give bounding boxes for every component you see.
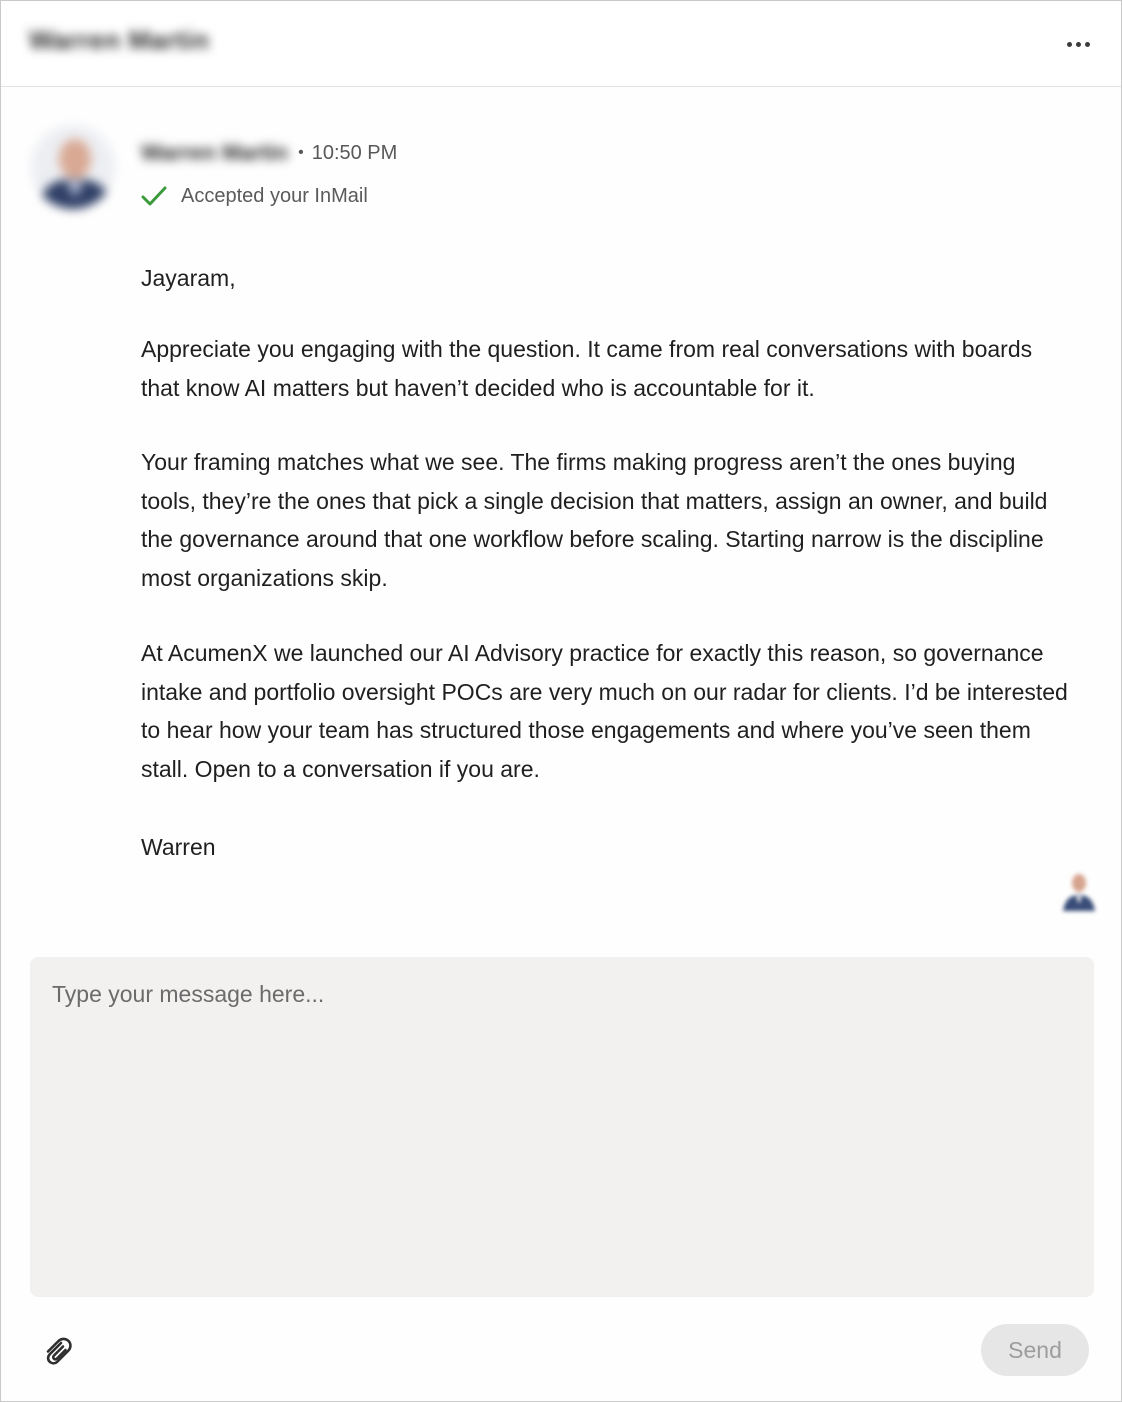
sender-avatar[interactable] (31, 125, 115, 209)
attach-button[interactable] (39, 1333, 75, 1369)
checkmark-icon (141, 185, 167, 207)
inmail-status-text: Accepted your InMail (181, 184, 368, 207)
message-meta (141, 139, 397, 167)
more-options-button[interactable] (1059, 27, 1097, 61)
read-receipt-avatar (1061, 871, 1097, 911)
message-input[interactable] (30, 957, 1094, 1297)
paperclip-icon (39, 1333, 75, 1369)
message-paragraph-3: At AcumenX we launched our AI Advisory practice for exactly this reason, so governance intake and portfolio oversight POCs are very much on our radar for clients. I’d be interested to hear how your team has structured those engagements and where you’ve seen them stall. Open to a conversation if you are. (141, 640, 1068, 782)
conversation-title[interactable]: Warren Martin (29, 25, 210, 55)
meta-separator: • (298, 144, 304, 161)
send-button[interactable]: Send (981, 1324, 1089, 1376)
more-horizontal-icon (1067, 42, 1072, 47)
message-signoff: Warren (141, 834, 216, 860)
message-timestamp: 10:50 PM (311, 141, 398, 164)
message-paragraph-2: Your framing matches what we see. The firms making progress aren’t the ones buying tools, they’re the ones that pick a single decision that matters, assign an owner, and build the governance around that one workflow before scaling. Starting narrow is the discipline most organizations skip. (141, 449, 1048, 591)
inmail-status (141, 181, 368, 211)
message-paragraph-1: Appreciate you engaging with the question. It came from real conversations with boards that know AI matters but haven’t decided who is accountable for it. (141, 336, 1033, 401)
message-greeting: Jayaram, (141, 265, 236, 291)
conversation-header (1, 1, 1121, 87)
sender-name[interactable]: Warren Martin (141, 140, 289, 165)
